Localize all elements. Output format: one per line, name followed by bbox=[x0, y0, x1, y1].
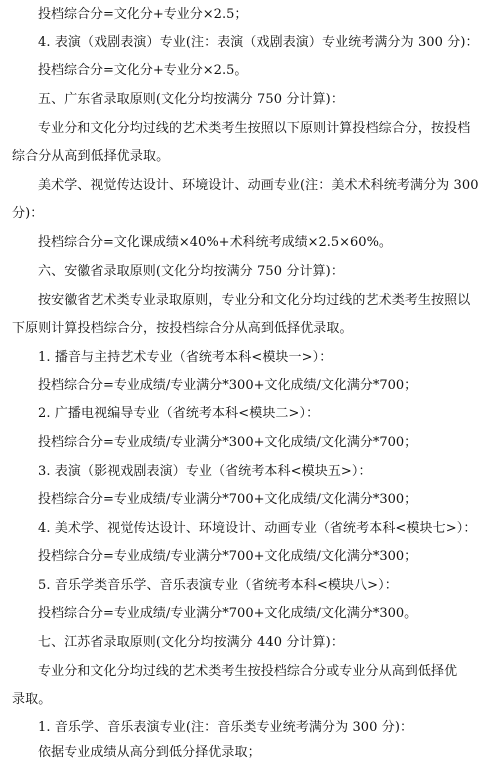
text-line: 专业分和文化分均过线的艺术类考生按投档综合分或专业分从高到低择优 bbox=[38, 664, 458, 679]
text-line: 投档综合分=文化课成绩×40%+术科统考成绩×2.5×60%。 bbox=[38, 235, 392, 250]
text-line: 美术学、视觉传达设计、环境设计、动画专业(注：美术术科统考满分为 300 bbox=[38, 178, 479, 193]
text-line: 依据专业成绩从高分到低分择优录取； bbox=[38, 745, 261, 760]
text-line: 4. 表演（戏剧表演）专业(注：表演（戏剧表演）专业统考满分为 300 分)： bbox=[38, 35, 479, 50]
text-line: 投档综合分=文化分+专业分×2.5； bbox=[38, 7, 248, 22]
text-line: 专业分和文化分均过线的艺术类考生按照以下原则计算投档综合分，按投档 bbox=[38, 121, 471, 136]
text-line: 投档综合分=文化分+专业分×2.5。 bbox=[38, 63, 248, 78]
text-line: 分)： bbox=[12, 206, 44, 221]
text-line: 1. 音乐学、音乐表演专业(注：音乐类专业统考满分为 300 分)： bbox=[38, 720, 414, 735]
text-line: 投档综合分=专业成绩/专业满分*700+文化成绩/文化满分*300； bbox=[38, 549, 418, 564]
text-line: 投档综合分=专业成绩/专业满分*300+文化成绩/文化满分*700； bbox=[38, 435, 418, 450]
text-line: 投档综合分=专业成绩/专业满分*700+文化成绩/文化满分*300； bbox=[38, 492, 418, 507]
text-line: 综合分从高到低择优录取。 bbox=[12, 149, 170, 164]
text-line: 投档综合分=专业成绩/专业满分*300+文化成绩/文化满分*700； bbox=[38, 378, 418, 393]
section-heading: 七、江苏省录取原则(文化分均按满分 440 分计算)： bbox=[38, 635, 344, 650]
text-line: 投档综合分=专业成绩/专业满分*700+文化成绩/文化满分*300。 bbox=[38, 606, 418, 621]
section-heading: 五、广东省录取原则(文化分均按满分 750 分计算)： bbox=[38, 92, 344, 107]
text-line: 1. 播音与主持艺术专业（省统考本科<模块一>）： bbox=[38, 350, 333, 365]
text-line: 5. 音乐学类音乐学、音乐表演专业（省统考本科<模块八>）： bbox=[38, 578, 398, 593]
text-line: 下原则计算投档综合分，按投档综合分从高到低择优录取。 bbox=[12, 321, 353, 336]
text-line: 录取。 bbox=[12, 692, 52, 707]
text-line: 2. 广播电视编导专业（省统考本科<模块二>）： bbox=[38, 406, 320, 421]
section-heading: 六、安徽省录取原则(文化分均按满分 750 分计算)： bbox=[38, 264, 344, 279]
text-line: 按安徽省艺术类专业录取原则，专业分和文化分均过线的艺术类考生按照以 bbox=[38, 293, 471, 308]
text-line: 3. 表演（影视戏剧表演）专业（省统考本科<模块五>）： bbox=[38, 464, 372, 479]
text-line: 4. 美术学、视觉传达设计、环境设计、动画专业（省统考本科<模块七>）： bbox=[38, 521, 477, 536]
